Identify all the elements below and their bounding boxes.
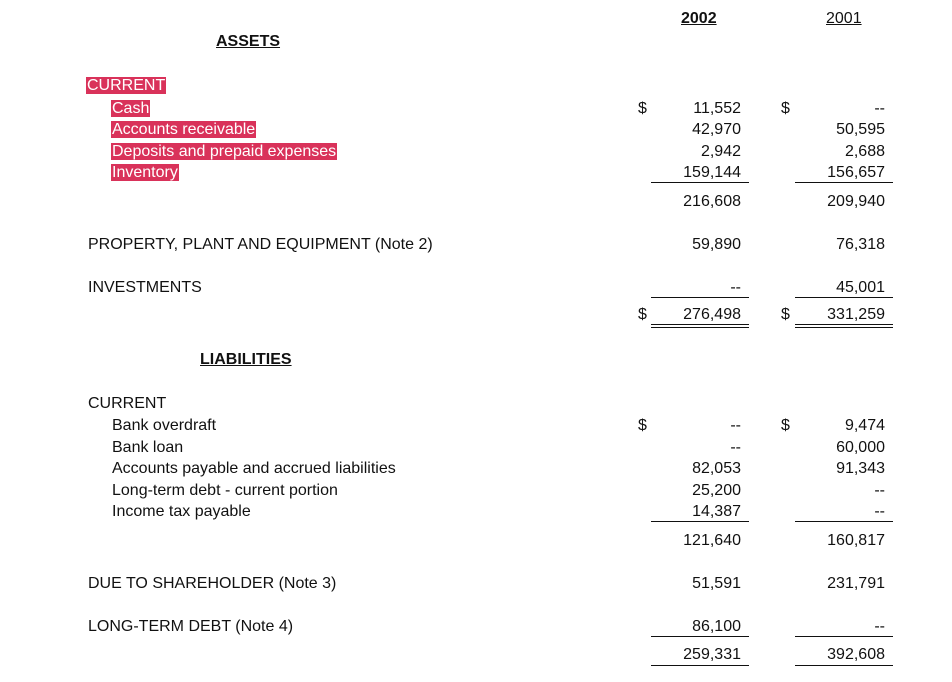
liability-item-value-2002: 14,387 (692, 503, 741, 520)
liability-item-value-2002: -- (730, 417, 741, 434)
liabilities-heading: LIABILITIES (200, 351, 292, 368)
ppe-value-2002: 59,890 (692, 236, 741, 253)
subtotal-rule (651, 182, 749, 183)
total-rule (795, 665, 893, 666)
asset-item-value-2001: -- (874, 100, 885, 117)
current-assets-total-2002: 216,608 (683, 193, 741, 210)
currency-symbol: $ (638, 306, 647, 323)
due-to-shareholder-2001: 231,791 (827, 575, 885, 592)
liability-item-value-2002: 25,200 (692, 482, 741, 499)
total-rule (651, 665, 749, 666)
total-assets-2001: 331,259 (827, 306, 885, 323)
liability-item-value-2002: 82,053 (692, 460, 741, 477)
liability-item-label: Long-term debt - current portion (112, 482, 338, 499)
liability-item-label: Bank overdraft (112, 417, 217, 434)
currency-symbol: $ (638, 417, 647, 434)
total-liabilities-2002: 259,331 (683, 646, 741, 663)
column-header-2002: 2002 (681, 10, 717, 27)
currency-symbol: $ (638, 100, 647, 117)
liability-item-value-2001: 9,474 (844, 417, 885, 434)
total-liabilities-2001: 392,608 (827, 646, 885, 663)
subtotal-rule (651, 636, 749, 637)
total-double-rule (795, 327, 893, 328)
liability-item-value-2001: -- (874, 503, 885, 520)
subtotal-rule (795, 521, 893, 522)
investments-value-2001: 45,001 (836, 279, 885, 296)
asset-item-label: Accounts receivable (112, 121, 256, 138)
subtotal-rule (651, 521, 749, 522)
liability-item-label: Income tax payable (112, 503, 251, 520)
asset-item-value-2002: 159,144 (683, 164, 741, 181)
ppe-label: PROPERTY, PLANT AND EQUIPMENT (Note 2) (88, 236, 433, 253)
subtotal-rule (651, 297, 749, 298)
liability-item-value-2001: 91,343 (836, 460, 885, 477)
long-term-debt-label: LONG-TERM DEBT (Note 4) (88, 618, 294, 635)
subtotal-rule (795, 297, 893, 298)
investments-label: INVESTMENTS (88, 279, 202, 296)
liability-item-value-2001: 60,000 (836, 439, 885, 456)
total-double-rule (795, 324, 893, 325)
asset-item-value-2001: 156,657 (827, 164, 885, 181)
asset-item-label: Inventory (112, 164, 178, 181)
subtotal-rule (795, 636, 893, 637)
total-double-rule (651, 327, 749, 328)
current-assets-total-2001: 209,940 (827, 193, 885, 210)
asset-item-value-2002: 42,970 (692, 121, 741, 138)
long-term-debt-2001: -- (874, 618, 885, 635)
liability-item-label: Accounts payable and accrued liabilities (112, 460, 396, 477)
total-assets-2002: 276,498 (683, 306, 741, 323)
asset-item-label: Cash (112, 100, 150, 117)
liability-item-value-2002: -- (730, 439, 741, 456)
asset-item-value-2002: 11,552 (693, 100, 741, 117)
current-liabilities-total-2002: 121,640 (683, 532, 741, 549)
subtotal-rule (795, 182, 893, 183)
liability-item-label: Bank loan (112, 439, 184, 456)
current-liabilities-total-2001: 160,817 (827, 532, 885, 549)
liability-item-value-2001: -- (874, 482, 885, 499)
asset-item-value-2001: 50,595 (836, 121, 885, 138)
total-double-rule (651, 324, 749, 325)
currency-symbol: $ (781, 100, 790, 117)
asset-item-label: Deposits and prepaid expenses (112, 143, 337, 160)
liabilities-current-label: CURRENT (88, 395, 167, 412)
currency-symbol: $ (781, 306, 790, 323)
assets-current-label: CURRENT (87, 77, 166, 94)
assets-heading: ASSETS (216, 33, 281, 50)
investments-value-2002: -- (730, 279, 741, 296)
ppe-value-2001: 76,318 (836, 236, 885, 253)
due-to-shareholder-2002: 51,591 (692, 575, 741, 592)
currency-symbol: $ (781, 417, 790, 434)
column-header-2001: 2001 (826, 10, 862, 27)
asset-item-value-2001: 2,688 (844, 143, 885, 160)
due-to-shareholder-label: DUE TO SHAREHOLDER (Note 3) (88, 575, 337, 592)
asset-item-value-2002: 2,942 (700, 143, 741, 160)
long-term-debt-2002: 86,100 (692, 618, 741, 635)
